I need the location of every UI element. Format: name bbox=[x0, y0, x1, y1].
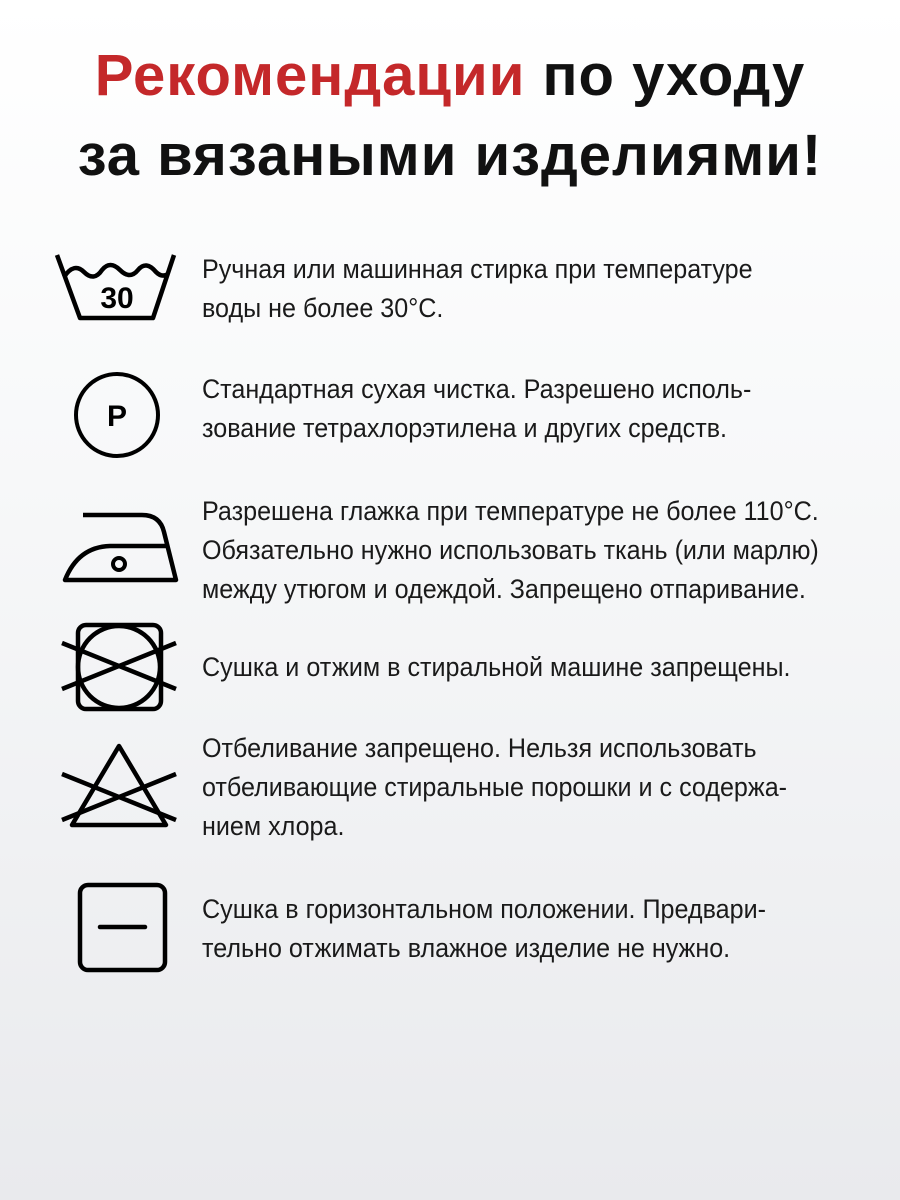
page-title-line-2: за вязаными изделиями! bbox=[77, 123, 823, 188]
text-line: между утюгом и одеждой. Запрещено отпаривание. bbox=[202, 574, 806, 604]
no-tumble-dry-icon bbox=[50, 620, 185, 715]
dry-clean-p-icon bbox=[50, 370, 185, 460]
title-accent: Рекомендации bbox=[94, 43, 526, 108]
text-line: Обязательно нужно использовать ткань (или марлю) bbox=[202, 535, 819, 565]
text-line: Сушка и отжим в стиральной машине запрещены. bbox=[202, 652, 791, 682]
text-line: Отбеливание запрещено. Нельзя использовать bbox=[202, 733, 757, 763]
iron-one-dot-icon bbox=[50, 492, 185, 587]
text-line: отбеливающие стиральные порошки и с содержа- bbox=[202, 772, 788, 802]
text-line: Ручная или машинная стирка при температуре bbox=[202, 254, 753, 284]
text-line: воды не более 30°С. bbox=[202, 293, 444, 323]
text-line: Разрешена глажка при температуре не более 110°С. bbox=[202, 496, 819, 526]
wash-temp-label: 30 bbox=[100, 282, 134, 315]
no-bleach-icon bbox=[50, 740, 185, 835]
dry-flat-icon bbox=[50, 880, 185, 975]
text-line: зование тетрахлорэтилена и других средств. bbox=[202, 413, 728, 443]
care-text bbox=[202, 729, 787, 846]
care-text bbox=[202, 492, 819, 609]
care-text bbox=[202, 648, 790, 687]
care-text bbox=[202, 890, 766, 968]
text-line: Сушка в горизонтальном положении. Предвари- bbox=[202, 894, 766, 924]
page-title-line-1 bbox=[0, 36, 900, 116]
care-text bbox=[202, 370, 751, 448]
text-line: Стандартная сухая чистка. Разрешено исполь- bbox=[202, 374, 752, 404]
wash-30-icon bbox=[50, 250, 185, 325]
dry-clean-label: P bbox=[106, 400, 128, 433]
care-text bbox=[202, 250, 753, 328]
text-line: тельно отжимать влажное изделие не нужно. bbox=[202, 933, 731, 963]
text-line: нием хлора. bbox=[202, 811, 345, 841]
title-rest: по уходу bbox=[525, 43, 806, 108]
